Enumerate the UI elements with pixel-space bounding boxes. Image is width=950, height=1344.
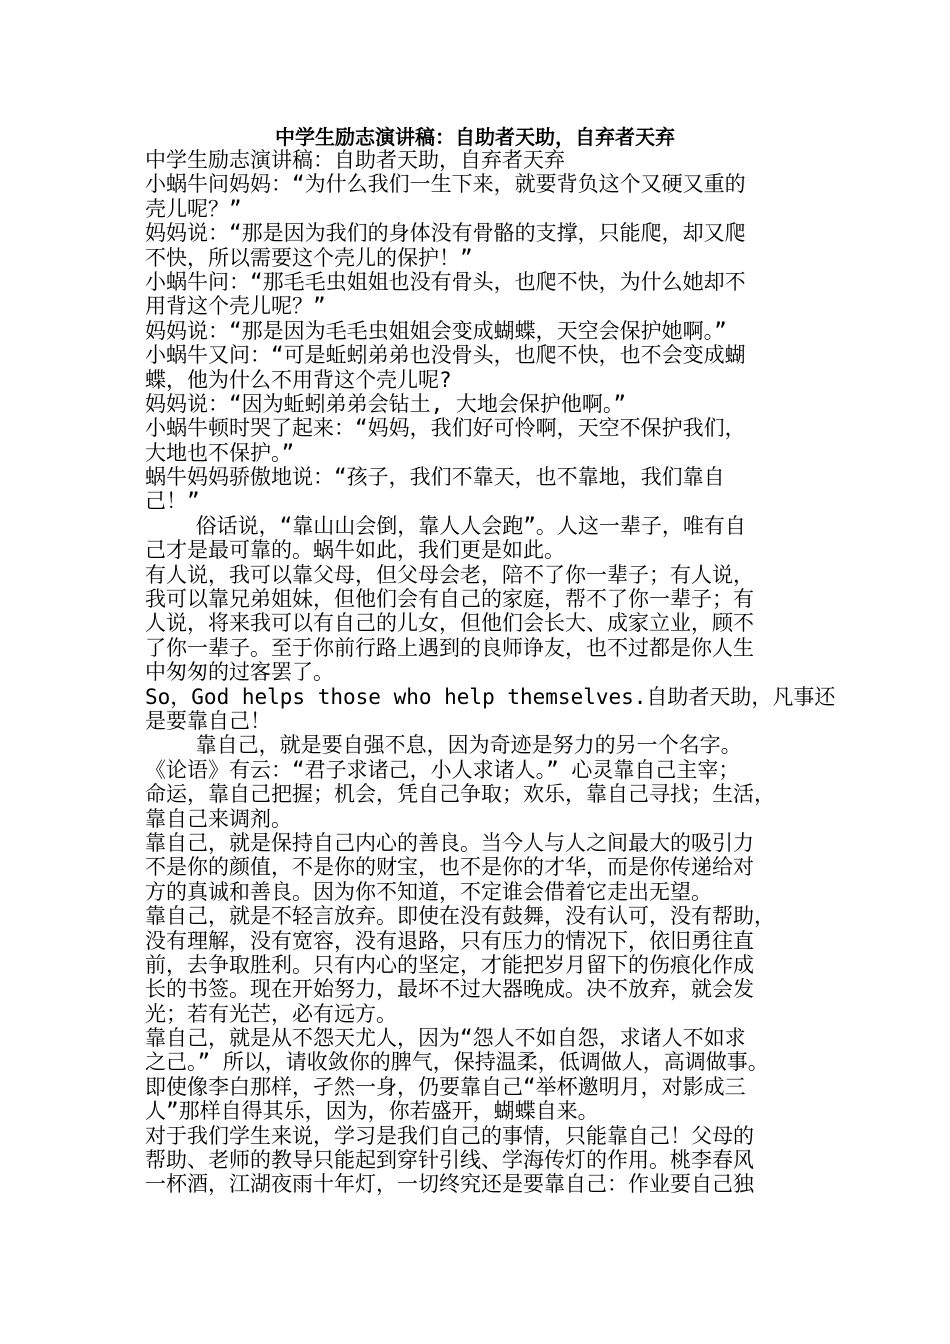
text-line: 方的真诚和善良。因为你不知道，不定谁会借着它走出无望。: [145, 879, 712, 904]
text-line: 靠自己，就是要自强不息，因为奇迹是努力的另一个名字。: [145, 733, 742, 758]
text-line: 己才是最可靠的。蜗牛如此，我们更是如此。: [145, 538, 565, 563]
text-line: 小蜗牛又问：“可是蚯蚓弟弟也没骨头，也爬不快，也不会变成蝴: [145, 343, 746, 368]
text-line: 我可以靠兄弟姐妹，但他们会有自己的家庭，帮不了你一辈子；有: [145, 587, 754, 612]
text-line: 不快，所以需要这个壳儿的保护！”: [145, 245, 473, 270]
text-line: 壳儿呢？”: [145, 196, 242, 221]
text-line: 大地也不保护。”: [145, 440, 295, 465]
text-line: 妈妈说：“那是因为毛毛虫姐姐会变成蝴蝶，天空会保护她啊。”: [145, 318, 727, 343]
text-line: 靠自己来调剂。: [145, 806, 292, 831]
text-line: 靠自己，就是不轻言放弃。即使在没有鼓舞，没有认可，没有帮助，: [145, 904, 775, 929]
text-line: 人说，将来我可以有自己的儿女，但他们会长大、成家立业，顾不: [145, 611, 754, 636]
text-line: 俗话说，“靠山山会倒，靠人人会跑”。人这一辈子，唯有自: [145, 513, 746, 538]
text-line: 对于我们学生来说，学习是我们自己的事情，只能靠自己！父母的: [145, 1123, 754, 1148]
text-line: 长的书签。现在开始努力，最坏不过大器晚成。决不放弃，就会发: [145, 977, 754, 1002]
text-line: 妈妈说：“因为蚯蚓弟弟会钻土, 大地会保护他啊。”: [145, 391, 627, 416]
text-line: 靠自己，就是保持自己内心的善良。当今人与人之间最大的吸引力: [145, 830, 754, 855]
text-line: 人”那样自得其乐，因为，你若盛开，蝴蝶自来。: [145, 1099, 599, 1124]
text-line: 之己。” 所以，请收敛你的脾气，保持温柔，低调做人，高调做事。: [145, 1050, 769, 1075]
text-line: 靠自己，就是从不怨天尤人，因为“怨人不如自怨，求诸人不如求: [145, 1026, 746, 1051]
text-line: 妈妈说：“那是因为我们的身体没有骨骼的支撑，只能爬，却又爬: [145, 221, 746, 246]
text-line: 己！”: [145, 489, 200, 514]
text-line: 光；若有光芒，必有远方。: [145, 1001, 397, 1026]
text-line: 《论语》有云：“君子求诸己，小人求诸人。” 心灵靠自己主宰；: [145, 757, 740, 782]
text-line: 命运，靠自己把握；机会，凭自己争取；欢乐，靠自己寻找；生活，: [145, 782, 775, 807]
text-line: 用背这个壳儿呢？”: [145, 294, 326, 319]
text-line: 不是你的颜值，不是你的财宝，也不是你的才华，而是你传递给对: [145, 855, 754, 880]
text-line: 了你一辈子。至于你前行路上遇到的良师诤友，也不过都是你人生: [145, 635, 754, 660]
text-line: 中学生励志演讲稿：自助者天助，自弃者天弃: [145, 148, 565, 172]
text-line: 中匆匆的过客罢了。: [145, 660, 334, 685]
text-line: 帮助、老师的教导只能起到穿针引线、学海传灯的作用。桃李春风: [145, 1148, 754, 1173]
text-line: 是要靠自己！: [145, 708, 271, 733]
document-body: [145, 148, 836, 1197]
document-title: 中学生励志演讲稿：自助者天助，自弃者天弃: [275, 125, 675, 149]
text-line: 小蜗牛问妈妈：“为什么我们一生下来，就要背负这个又硬又重的: [145, 172, 746, 197]
text-line: 一杯酒，江湖夜雨十年灯，一切终究还是要靠自己：作业要自己独: [145, 1172, 754, 1197]
text-line: 蜗牛妈妈骄傲地说：“孩子，我们不靠天，也不靠地，我们靠自: [145, 465, 725, 490]
text-line: 前，去争取胜利。只有内心的坚定，才能把岁月留下的伤痕化作成: [145, 952, 754, 977]
text-line: 蝶，他为什么不用背这个壳儿呢?: [145, 367, 452, 392]
text-line: 有人说，我可以靠父母，但父母会老，陪不了你一辈子；有人说，: [145, 562, 754, 587]
text-line: 即使像李白那样，孑然一身，仍要靠自己“举杯邀明月，对影成三: [145, 1074, 746, 1099]
text-line: 小蜗牛问：“那毛毛虫姐姐也没有骨头，也爬不快，为什么她却不: [145, 269, 746, 294]
text-line: So，God helps those who help themselves.自助者天助，凡事还: [145, 684, 836, 709]
text-line: 小蜗牛顿时哭了起来：“妈妈，我们好可怜啊，天空不保护我们，: [145, 416, 746, 441]
text-line: 没有理解，没有宽容，没有退路，只有压力的情况下，依旧勇往直: [145, 928, 754, 953]
